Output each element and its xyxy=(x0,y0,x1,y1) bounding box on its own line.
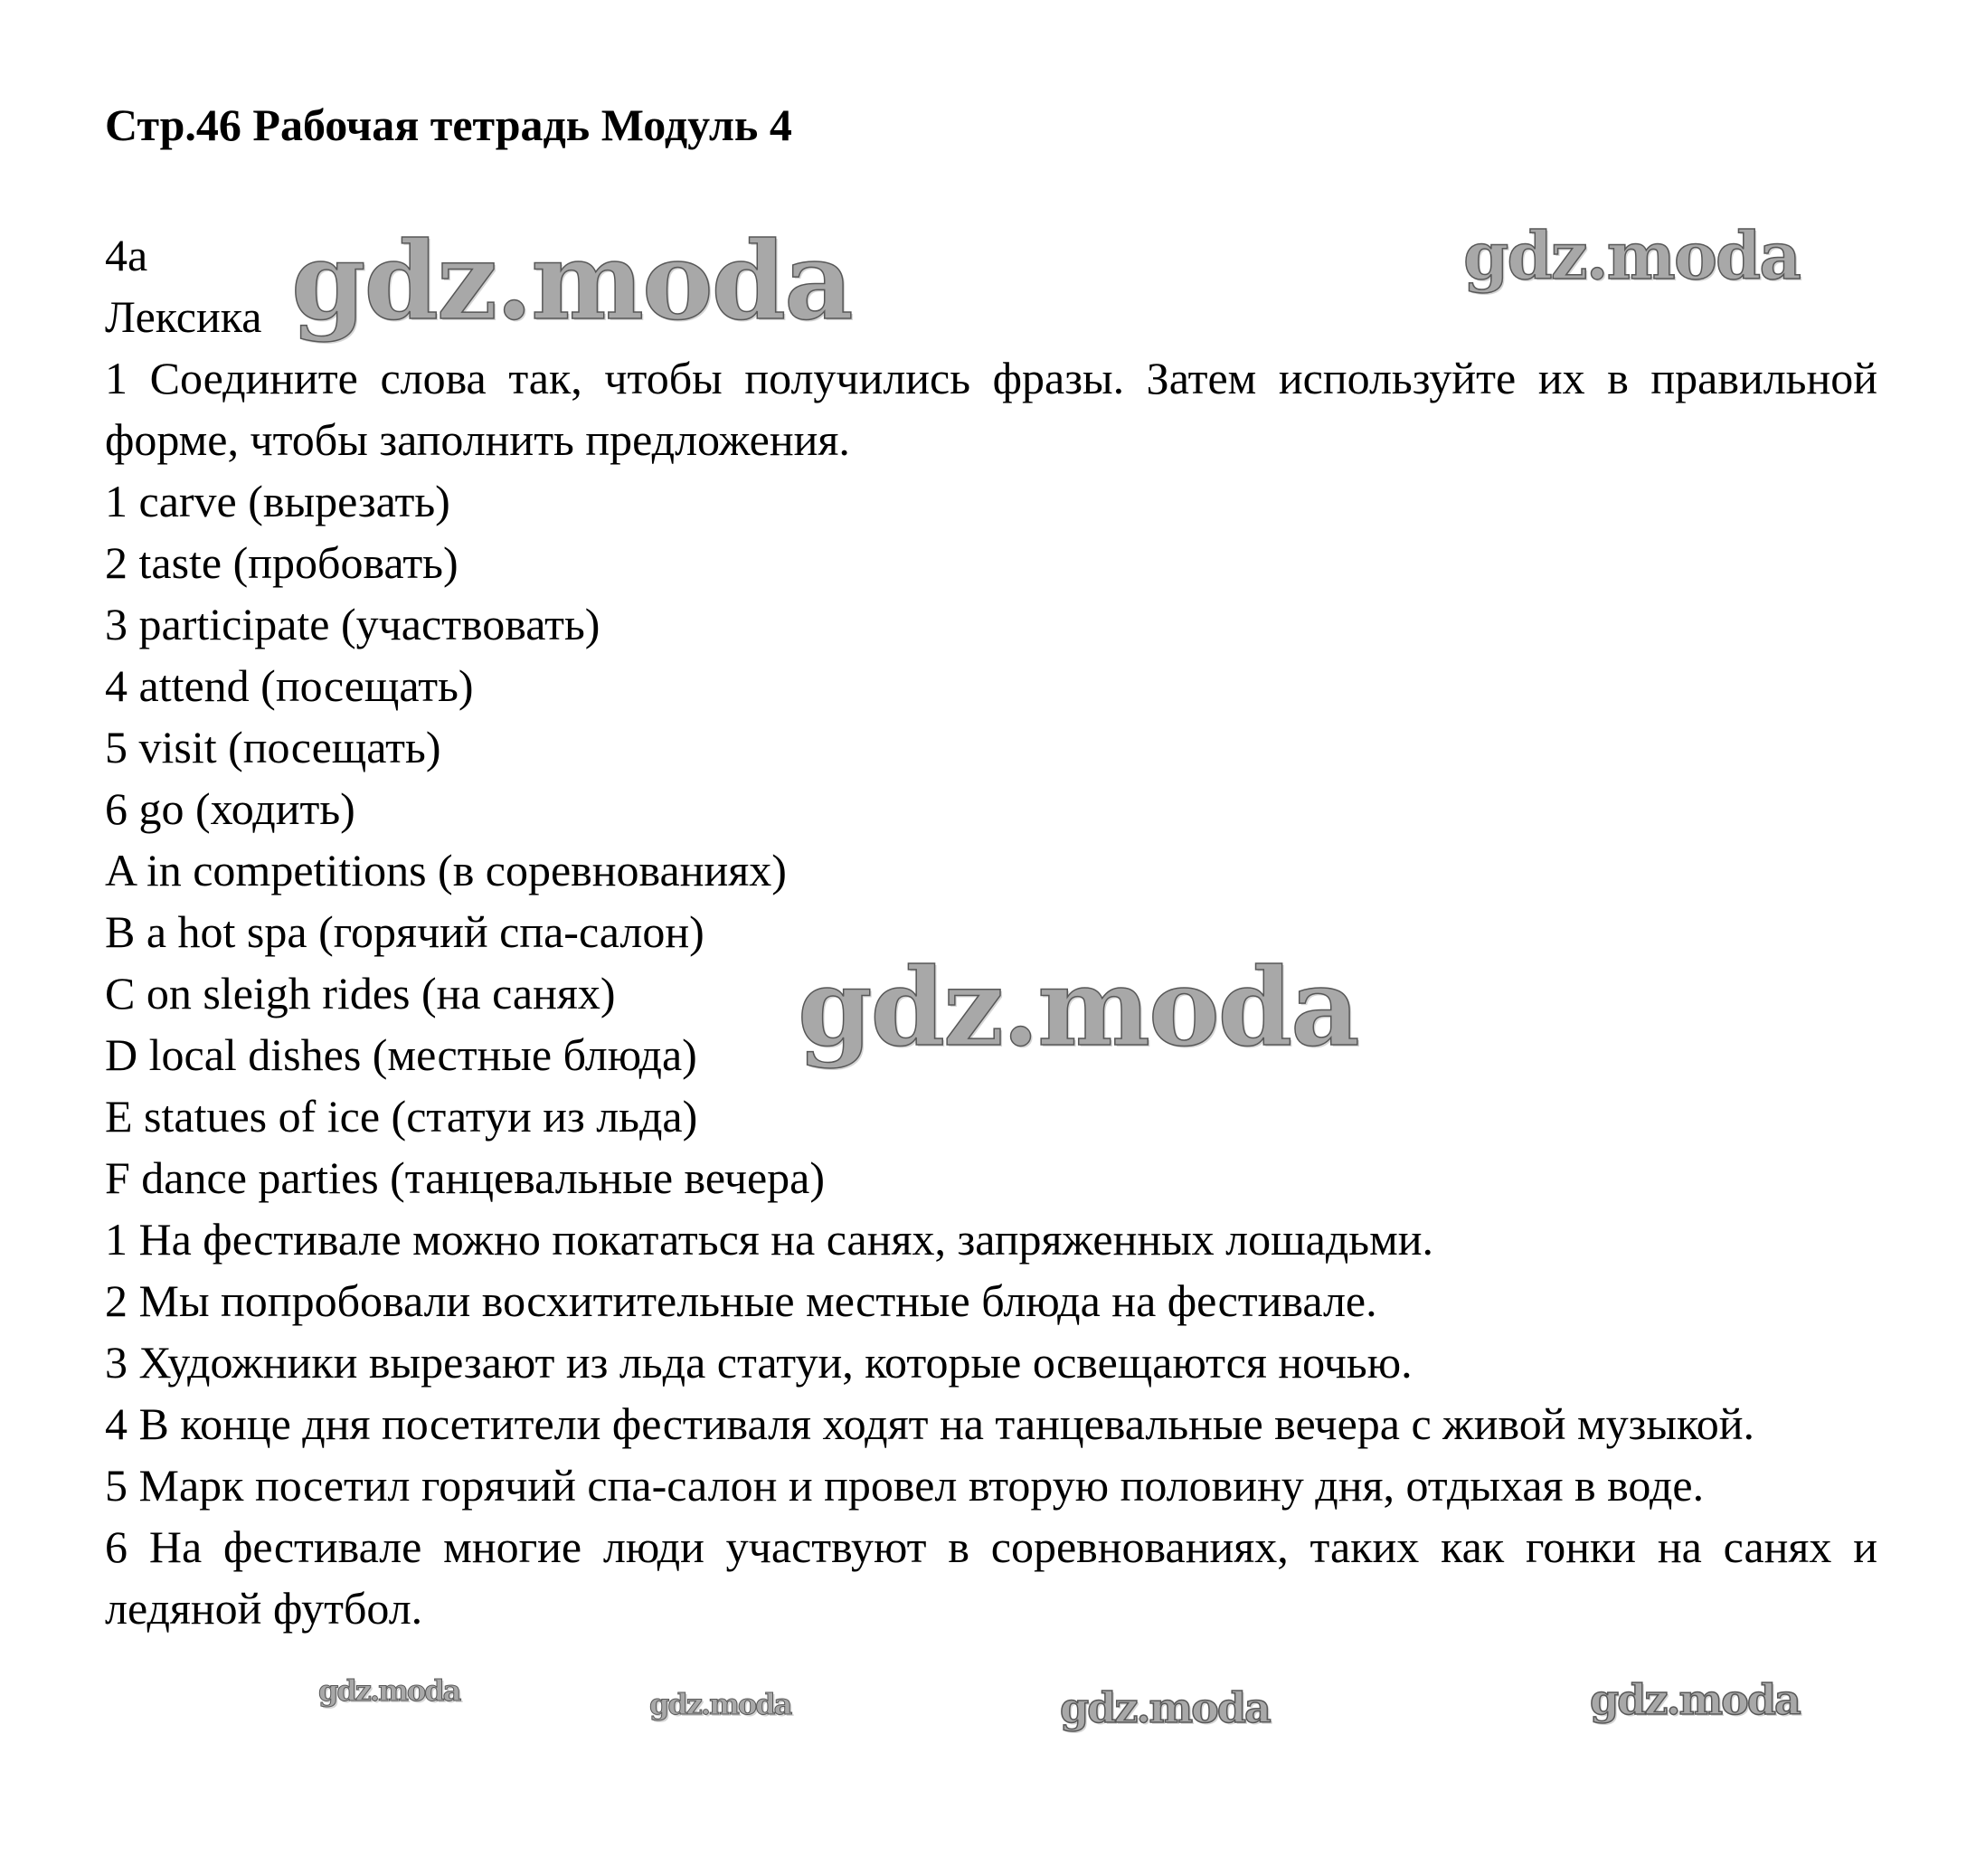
watermark-logo: gdz.moda xyxy=(1590,1675,1800,1724)
sentence-item: 4 В конце дня посетители фестиваля ходят на танцевальные вечера с живой музыкой. xyxy=(105,1398,1754,1449)
sentence-item: 3 Художники вырезают из льда статуи, которые освещаются ночью. xyxy=(105,1337,1413,1388)
verb-item: 3 participate (участвовать) xyxy=(105,599,600,649)
phrase-item: D local dishes (местные блюда) xyxy=(105,1029,697,1080)
watermark-logo: gdz.moda xyxy=(291,218,852,344)
phrase-item: C on sleigh rides (на санях) xyxy=(105,968,616,1019)
verb-list xyxy=(105,470,1877,839)
watermark-logo: gdz.moda xyxy=(1060,1683,1270,1732)
watermark-logo: gdz.moda xyxy=(798,944,1358,1070)
sentence-item: 6 На фестивале многие люди участвуют в соревнованиях, таких как гонки на санях и ледяной футбол. xyxy=(105,1521,1877,1634)
sentence-item: 5 Марк посетил горячий спа-салон и провел вторую половину дня, отдыхая в воде. xyxy=(105,1460,1705,1511)
section-number: 4a xyxy=(105,230,148,280)
verb-item: 6 go (ходить) xyxy=(105,783,355,834)
verb-item: 2 taste (пробовать) xyxy=(105,537,459,588)
phrase-item: F dance parties (танцевальные вечера) xyxy=(105,1152,825,1203)
page-title: Стр.46 Рабочая тетрадь Модуль 4 xyxy=(105,99,792,150)
verb-item: 4 attend (посещать) xyxy=(105,660,474,711)
watermark-logo: gdz.moda xyxy=(1463,217,1800,294)
task-instruction: 1 Соедините слова так, чтобы получились фразы. Затем используйте их в правильной форме, чтобы заполнить предложения. xyxy=(105,353,1877,465)
phrase-item: E statues of ice (статуи из льда) xyxy=(105,1091,698,1142)
verb-item: 1 carve (вырезать) xyxy=(105,476,450,526)
phrase-list xyxy=(105,839,1877,1208)
phrase-item: A in competitions (в соревнованиях) xyxy=(105,845,787,895)
watermark-logo: gdz.moda xyxy=(318,1673,460,1708)
sentence-item: 2 Мы попробовали восхитительные местные блюда на фестивале. xyxy=(105,1275,1377,1326)
verb-item: 5 visit (посещать) xyxy=(105,722,441,772)
watermark-logo: gdz.moda xyxy=(649,1687,791,1721)
exercise-content xyxy=(105,217,1877,1639)
sentence-list xyxy=(105,1208,1877,1639)
sentence-item: 1 На фестивале можно покататься на санях, запряженных лошадьми. xyxy=(105,1214,1433,1265)
phrase-item: B a hot spa (горячий спа-салон) xyxy=(105,906,704,957)
section-name: Лексика xyxy=(105,291,262,342)
